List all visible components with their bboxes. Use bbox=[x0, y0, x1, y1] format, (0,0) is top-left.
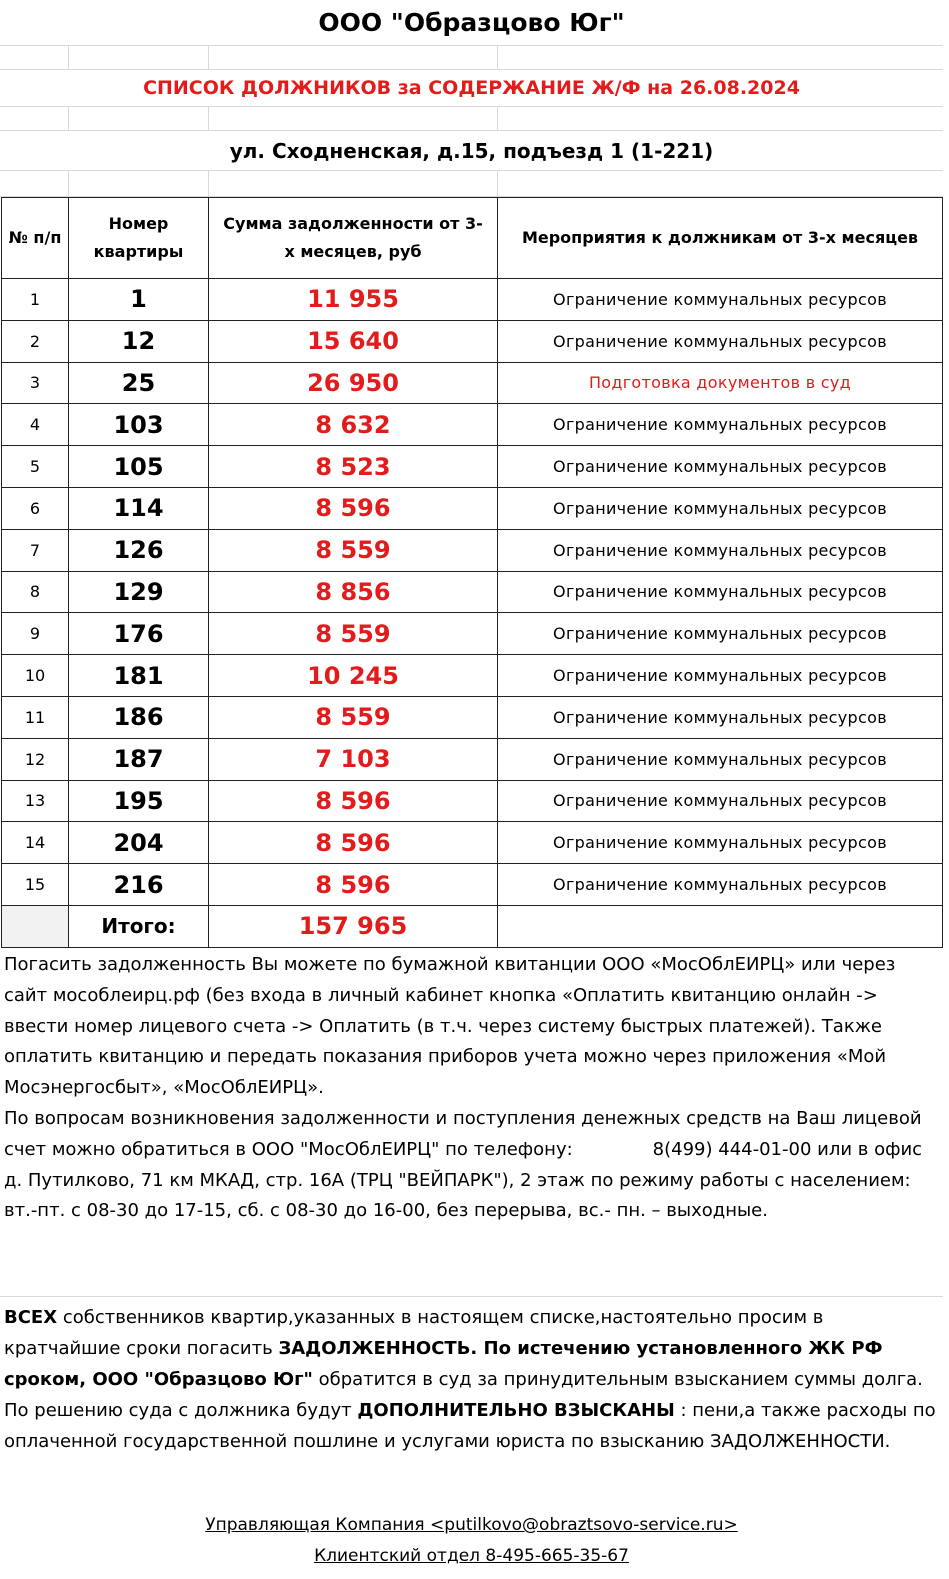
total-action-cell bbox=[498, 905, 943, 947]
row-number: 5 bbox=[2, 446, 69, 488]
debt-amount: 8 596 bbox=[209, 780, 498, 822]
column-header-sum bbox=[209, 198, 498, 279]
table-row bbox=[2, 320, 943, 362]
apartment-number: 195 bbox=[69, 780, 209, 822]
debt-amount: 10 245 bbox=[209, 655, 498, 697]
table-row bbox=[2, 738, 943, 780]
debt-action: Ограничение коммунальных ресурсов bbox=[498, 696, 943, 738]
apartment-number: 12 bbox=[69, 320, 209, 362]
table-row bbox=[2, 362, 943, 404]
row-number: 4 bbox=[2, 404, 69, 446]
row-number: 12 bbox=[2, 738, 69, 780]
column-header-sum-l2: х месяцев, руб bbox=[284, 242, 422, 261]
debt-action: Ограничение коммунальных ресурсов bbox=[498, 822, 943, 864]
table-row bbox=[2, 780, 943, 822]
apartment-number: 181 bbox=[69, 655, 209, 697]
apartment-number: 129 bbox=[69, 571, 209, 613]
row-number: 2 bbox=[2, 320, 69, 362]
contact-text: По вопросам возникновения задолженности и поступления денежных средств на Ваш лицевой счет можно обратиться в ООО "МосОблЕИРЦ" по телефону: bbox=[4, 1107, 922, 1160]
empty-grid-row bbox=[0, 46, 943, 70]
building-address: ул. Сходненская, д.15, подъезд 1 (1-221) bbox=[0, 131, 943, 171]
debt-action: Ограничение коммунальных ресурсов bbox=[498, 446, 943, 488]
row-number: 7 bbox=[2, 529, 69, 571]
debt-amount: 8 596 bbox=[209, 822, 498, 864]
empty-grid-row bbox=[0, 107, 943, 131]
column-header-num: № п/п bbox=[2, 198, 69, 279]
table-row bbox=[2, 613, 943, 655]
column-header-apartment-l2: квартиры bbox=[93, 242, 184, 261]
apartment-number: 186 bbox=[69, 696, 209, 738]
company-title: ООО "Образцово Юг" bbox=[0, 0, 943, 46]
company-email-line: Управляющая Компания <putilkovo@obraztsovo-service.ru> bbox=[205, 1515, 738, 1535]
apartment-number: 105 bbox=[69, 446, 209, 488]
appeal-text-2: обратится в суд за принудительным взысканием суммы долга. По решению суда с должника будут bbox=[4, 1369, 923, 1421]
column-header-sum-l1: Сумма задолженности от 3- bbox=[223, 214, 483, 233]
column-header-apartment bbox=[69, 198, 209, 279]
debt-amount: 11 955 bbox=[209, 279, 498, 321]
row-number: 14 bbox=[2, 822, 69, 864]
row-number: 13 bbox=[2, 780, 69, 822]
total-sum: 157 965 bbox=[209, 905, 498, 947]
debtors-table-body bbox=[2, 279, 943, 906]
table-row bbox=[2, 864, 943, 906]
table-header-row bbox=[2, 198, 943, 279]
table-row bbox=[2, 529, 943, 571]
debt-action: Ограничение коммунальных ресурсов bbox=[498, 864, 943, 906]
row-number: 6 bbox=[2, 487, 69, 529]
apartment-number: 103 bbox=[69, 404, 209, 446]
apartment-number: 204 bbox=[69, 822, 209, 864]
payment-instructions: Погасить задолженность Вы можете по бумажной квитанции ООО «МосОблЕИРЦ» или через сайт мособлеирц.рф (без входа в личный кабинет кнопка «Оплатить квитанцию онлайн -> ввести номер лицевого счета -> Оплатить (в т.ч. через систему быстрых платежей). Также оплатить квитанцию и передать показания приборов учета можно через приложения «Мой Мосэнергосбыт», «МосОблЕИРЦ». bbox=[4, 954, 896, 1099]
table-row bbox=[2, 446, 943, 488]
owners-appeal bbox=[4, 1302, 940, 1457]
apartment-number: 25 bbox=[69, 362, 209, 404]
apartment-number: 126 bbox=[69, 529, 209, 571]
grid-line bbox=[68, 46, 69, 69]
contact-info bbox=[4, 1104, 940, 1227]
appeal-bold-2: ЗАДОЛЖЕННОСТЬ. По истечению установленного ЖК РФ сроком, ООО "Образцово Юг" bbox=[4, 1338, 883, 1390]
debt-amount: 8 559 bbox=[209, 529, 498, 571]
grid-line bbox=[0, 1296, 943, 1297]
grid-line bbox=[497, 107, 498, 130]
grid-line bbox=[208, 107, 209, 130]
table-row bbox=[2, 487, 943, 529]
grid-line bbox=[68, 107, 69, 130]
debt-action: Подготовка документов в суд bbox=[498, 362, 943, 404]
row-number: 1 bbox=[2, 279, 69, 321]
apartment-number: 216 bbox=[69, 864, 209, 906]
debt-amount: 8 523 bbox=[209, 446, 498, 488]
debt-amount: 8 596 bbox=[209, 487, 498, 529]
debt-amount: 8 559 bbox=[209, 613, 498, 655]
empty-grid-row bbox=[0, 171, 943, 197]
row-number: 3 bbox=[2, 362, 69, 404]
row-number: 15 bbox=[2, 864, 69, 906]
table-row bbox=[2, 696, 943, 738]
debt-action: Ограничение коммунальных ресурсов bbox=[498, 613, 943, 655]
total-empty-cell bbox=[2, 905, 69, 947]
debt-action: Ограничение коммунальных ресурсов bbox=[498, 404, 943, 446]
client-department-line: Клиентский отдел 8-495-665-35-67 bbox=[314, 1546, 629, 1566]
row-number: 10 bbox=[2, 655, 69, 697]
grid-line bbox=[497, 171, 498, 196]
debt-action: Ограничение коммунальных ресурсов bbox=[498, 320, 943, 362]
total-row bbox=[2, 905, 943, 947]
debt-action: Ограничение коммунальных ресурсов bbox=[498, 655, 943, 697]
column-header-apartment-l1: Номер bbox=[108, 214, 169, 233]
grid-line bbox=[497, 46, 498, 69]
appeal-text-3: : пени,а также расходы по оплаченной государственной пошлине и услугами юриста по взысканию ЗАДОЛЖЕННОСТИ. bbox=[4, 1400, 936, 1452]
debt-amount: 8 856 bbox=[209, 571, 498, 613]
payment-notes bbox=[4, 950, 940, 1227]
total-label: Итого: bbox=[69, 905, 209, 947]
debt-action: Ограничение коммунальных ресурсов bbox=[498, 571, 943, 613]
debt-amount: 15 640 bbox=[209, 320, 498, 362]
appeal-text-1: собственников квартир,указанных в настоящем списке,настоятельно просим в кратчайшие сроки погасить bbox=[4, 1307, 824, 1359]
table-row bbox=[2, 279, 943, 321]
debt-action: Ограничение коммунальных ресурсов bbox=[498, 279, 943, 321]
apartment-number: 187 bbox=[69, 738, 209, 780]
debt-amount: 8 632 bbox=[209, 404, 498, 446]
apartment-number: 1 bbox=[69, 279, 209, 321]
table-row bbox=[2, 404, 943, 446]
debt-action: Ограничение коммунальных ресурсов bbox=[498, 780, 943, 822]
row-number: 11 bbox=[2, 696, 69, 738]
appeal-bold-3: ДОПОЛНИТЕЛЬНО ВЗЫСКАНЫ bbox=[357, 1400, 675, 1421]
table-row bbox=[2, 655, 943, 697]
row-number: 8 bbox=[2, 571, 69, 613]
debt-amount: 7 103 bbox=[209, 738, 498, 780]
debtors-table bbox=[1, 197, 943, 948]
grid-line bbox=[208, 171, 209, 196]
table-row bbox=[2, 822, 943, 864]
debt-action: Ограничение коммунальных ресурсов bbox=[498, 529, 943, 571]
contact-phone-and-hours: 8(499) 444-01-00 или в офис д. Путилково, 71 км МКАД, стр. 16А (ТРЦ "ВЕЙПАРК"), 2 этаж по режиму работы с населением: вт.-пт. с 08-30 до 17-15, сб. с 08-30 до 16-00, без перерыва, вс.- пн. – выходные. bbox=[4, 1138, 923, 1222]
debt-amount: 8 559 bbox=[209, 696, 498, 738]
debt-amount: 26 950 bbox=[209, 362, 498, 404]
apartment-number: 114 bbox=[69, 487, 209, 529]
column-header-action: Мероприятия к должникам от 3-х месяцев bbox=[498, 198, 943, 279]
row-number: 9 bbox=[2, 613, 69, 655]
apartment-number: 176 bbox=[69, 613, 209, 655]
debt-action: Ограничение коммунальных ресурсов bbox=[498, 487, 943, 529]
appeal-bold-1: ВСЕХ bbox=[4, 1307, 58, 1328]
debt-amount: 8 596 bbox=[209, 864, 498, 906]
list-title: СПИСОК ДОЛЖНИКОВ за СОДЕРЖАНИЕ Ж/Ф на 26.08.2024 bbox=[0, 70, 943, 107]
table-row bbox=[2, 571, 943, 613]
grid-line bbox=[208, 46, 209, 69]
debt-action: Ограничение коммунальных ресурсов bbox=[498, 738, 943, 780]
grid-line bbox=[68, 171, 69, 196]
